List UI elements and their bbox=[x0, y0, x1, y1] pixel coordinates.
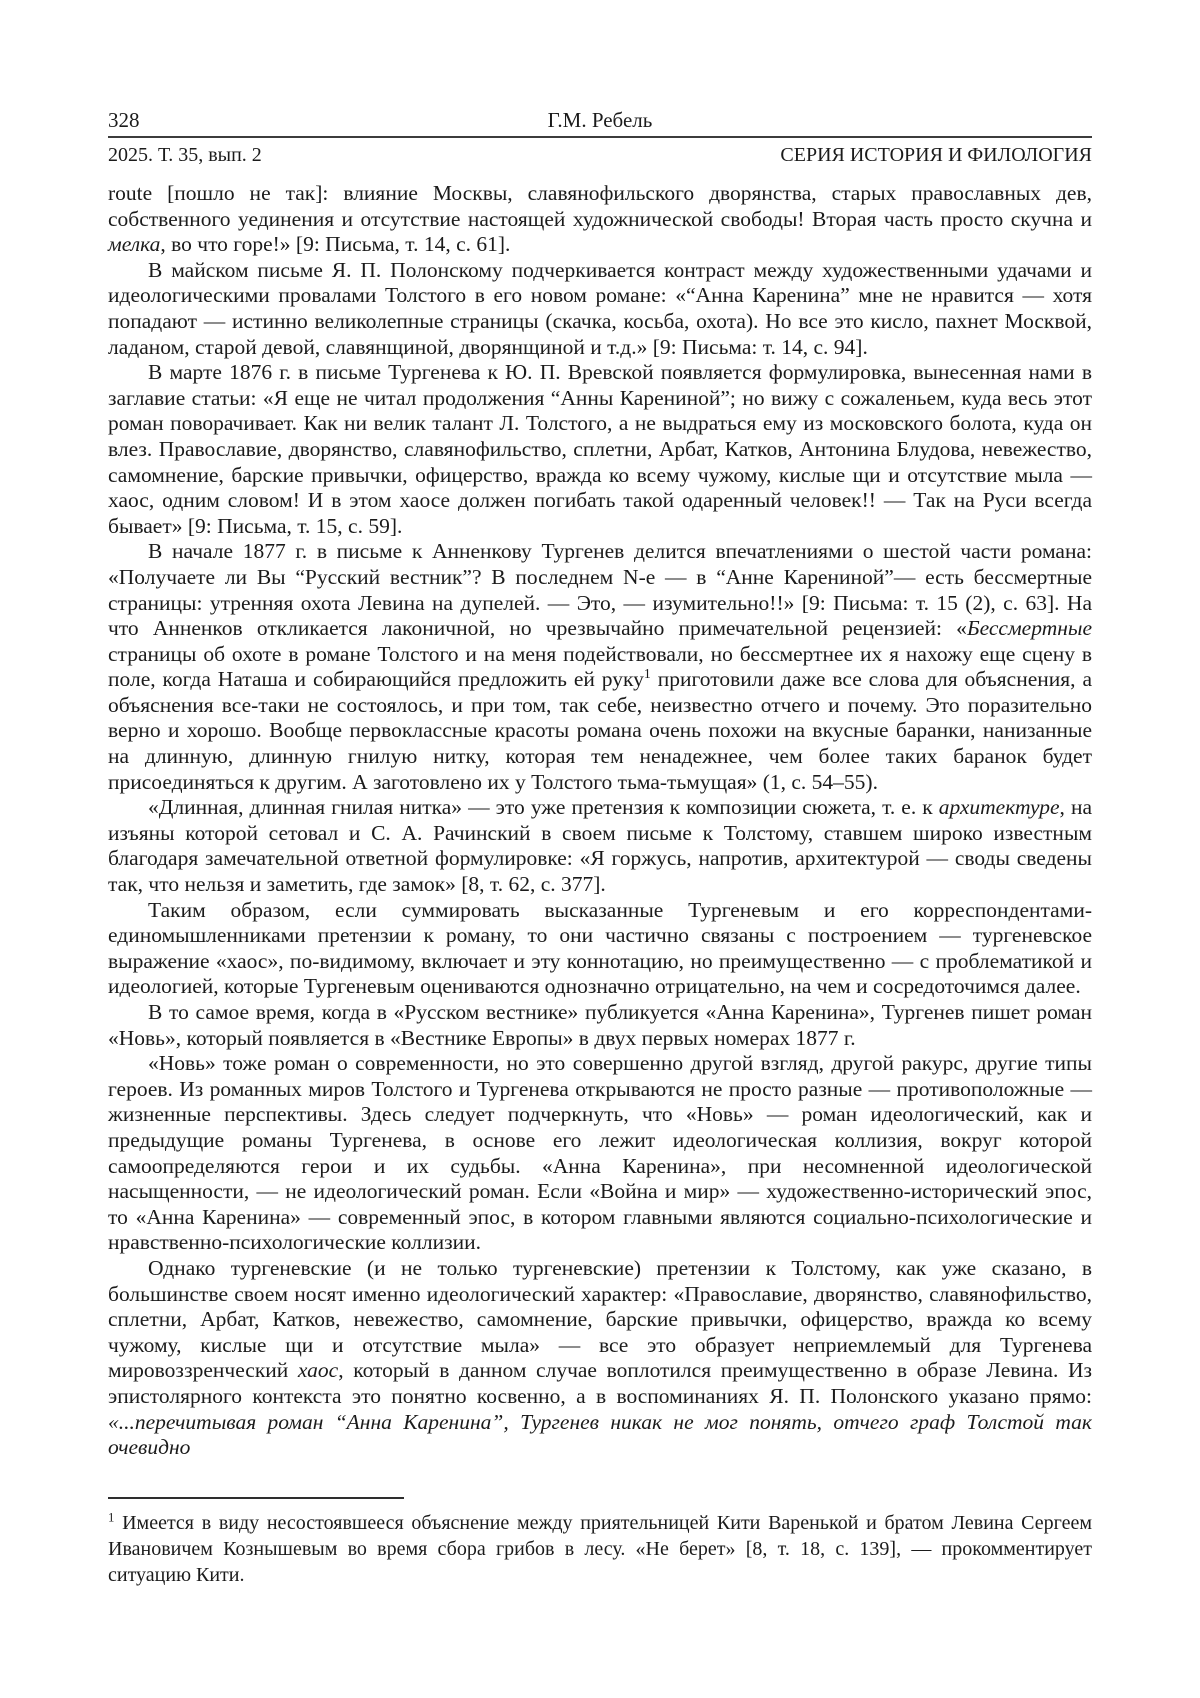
text-segment: Таким образом, если суммировать высказанные Тургеневым и его корреспондентами-единомышленниками претензии к роману, то они частично связаны с построением — тургеневское выражение «хаос», по-видимому, включает и эту коннотацию, но преимущественно — с проблематикой и идеологией, которые Тургеневым оцениваются однозначно отрицательно, на чем и сосредоточимся далее. bbox=[108, 897, 1092, 999]
text-segment: В майском письме Я. П. Полонскому подчеркивается контраст между художественными удачами и идеологическими провалами Толстого в его новом романе: «“Анна Каренина” мне не нравится — хотя попадают — истинно великолепные страницы (скачка, косьба, охота). Но все это кисло, пахнет Москвой, ладаном, старой девой, славянщиной, дворянщиной и т.д.» [9: Письма: т. 14, с. 94]. bbox=[108, 257, 1092, 359]
body-paragraph bbox=[108, 539, 1092, 795]
text-segment: Однако тургеневские (и не только тургеневские) претензии к Толстому, как уже сказано, в большинстве своем носят именно идеологический характер: «Православие, дворянство, славянофильство, сплетни, Арбат, Катков, невежество, самомнение, барские привычки, офицерство, вражда ко всему чужому, кислые щи и отсутствие мыла» — все это образует неприемлемый для Тургенева мировоззренческий bbox=[108, 1255, 1092, 1383]
text-segment: В то самое время, когда в «Русском вестнике» публикуется «Анна Каренина», Тургенев пишет роман «Новь», который появляется в «Вестнике Европы» в двух первых номерах 1877 г. bbox=[108, 1000, 1092, 1050]
text-segment: «Длинная, длинная гнилая нитка» — это уже претензия к композиции сюжета, т. е. к bbox=[148, 795, 939, 820]
body-paragraph bbox=[108, 1051, 1092, 1256]
footnote-text bbox=[108, 1510, 1092, 1588]
text-segment: «...перечитывая роман “Анна Каренина”, Тургенев никак не мог понять, отчего граф Толстой так очевидно bbox=[108, 1409, 1092, 1460]
body-paragraph bbox=[108, 258, 1092, 360]
footnote-divider bbox=[108, 1497, 404, 1499]
series-title: СЕРИЯ ИСТОРИЯ И ФИЛОЛОГИЯ bbox=[780, 144, 1092, 166]
footnote-area bbox=[108, 1497, 1092, 1588]
running-author: Г.М. Ребель bbox=[547, 108, 653, 132]
running-header-row-bottom bbox=[108, 143, 1092, 167]
body-paragraph bbox=[108, 360, 1092, 539]
footnote-marker: 1 bbox=[108, 1510, 115, 1525]
issue-info: 2025. Т. 35, вып. 2 bbox=[108, 144, 262, 166]
text-segment: В марте 1876 г. в письме Тургенева к Ю. П. Вревской появляется формулировка, вынесенная нами в заглавие статьи: «Я еще не читал продолжения “Анны Карениной”; но вижу с сожаленьем, куда весь этот роман поворачивает. Как ни велик талант Л. Толстого, а не выдраться ему из московского болота, куда он влез. Православие, дворянство, славянофильство, сплетни, Арбат, Катков, Антонина Блудова, невежество, самомнение, барские привычки, офицерство, вражда ко всему чужому, кислые щи и отсутствие мыла — хаос, одним словом! И в этом хаосе должен погибать такой одаренный человек!! — Так на Руси всегда бывает» [9: Письма, т. 15, с. 59]. bbox=[108, 360, 1092, 538]
header-rule bbox=[108, 136, 1092, 138]
body-paragraph bbox=[108, 795, 1092, 897]
running-header bbox=[108, 108, 1092, 167]
text-segment: , во что горе!» [9: Письма, т. 14, с. 61]. bbox=[160, 232, 511, 257]
body-paragraph bbox=[108, 1256, 1092, 1461]
text-segment: В начале 1877 г. в письме к Анненкову Тургенев делится впечатлениями о шестой части романа: «Получаете ли Вы “Русский вестник”? В последнем N-е — в “Анне Карениной”— есть бессмертные страницы: утренняя охота Левина на дупелей. — Это, — изумительно!!» [9: Письма: т. 15 (2), с. 63]. На что Анненков откликается лаконичной, но чрезвычайно примечательной рецензией: « bbox=[108, 539, 1092, 641]
text-segment: «Новь» тоже роман о современности, но это совершенно другой взгляд, другой ракурс, другие типы героев. Из романных миров Толстого и Тургенева открываются не просто разные — противоположные — жизненные перспективы. Здесь следует подчеркнуть, что «Новь» — роман идеологический, как и предыдущие романы Тургенева, в основе его лежит идеологическая коллизия, вокруг которой самоопределяются герои и их судьбы. «Анна Каренина», при несомненной идеологической насыщенности, — не идеологический роман. Если «Война и мир» — художественно-исторический эпос, то «Анна Каренина» — современный эпос, в котором главными являются социально-психологические и нравственно-психологические коллизии. bbox=[108, 1051, 1092, 1255]
text-segment: route [пошло не так]: влияние Москвы, славянофильского дворянства, старых православных дев, собственного уединения и отсутствие настоящей художнической свободы! Вторая часть просто скучна и bbox=[108, 181, 1092, 231]
article-body bbox=[108, 181, 1092, 1461]
text-segment: приготовили даже все слова для объяснения, а объяснения все-таки не состоялось, и при том, так себе, неизвестно отчего и почему. Это поразительно верно и хорошо. Вообще первоклассные красоты романа очень похожи на вкусные баранки, нанизанные на длинную, длинную гнилую нитку, которая тем ненадежнее, чем более таких баранок будет присоединяться к другим. А заготовлено их у Толстого тьма-тьмущая» (1, с. 54–55). bbox=[108, 667, 1092, 794]
text-segment: хаос bbox=[297, 1358, 339, 1383]
text-segment: архитектуре bbox=[938, 795, 1060, 820]
text-segment: страницы об охоте в романе Толстого и на меня подействовали, но бессмертнее их я нахожу еще сцену в поле, когда Наташа и собирающийся предложить ей руку bbox=[108, 641, 1092, 692]
page-number: 328 bbox=[108, 108, 140, 132]
body-paragraph bbox=[108, 181, 1092, 258]
footnote-reference-marker: 1 bbox=[643, 666, 651, 682]
text-segment: Бессмертные bbox=[966, 616, 1092, 641]
running-header-row-top bbox=[108, 108, 1092, 132]
body-paragraph bbox=[108, 898, 1092, 1000]
body-paragraph bbox=[108, 1000, 1092, 1051]
text-segment: мелка bbox=[108, 232, 161, 257]
text-segment: Имеется в виду несостоявшееся объяснение между приятельницей Кити Варенькой и братом Левина Сергеем Ивановичем Кознышевым во время сбора грибов в лесу. «Не берет» [8, т. 18, с. 139], — прокомментирует ситуацию Кити. bbox=[108, 1512, 1092, 1586]
text-segment: , который в данном случае воплотился преимущественно в образе Левина. Из эпистолярного контекста это понятно косвенно, а в воспоминаниях Я. П. Полонского указано прямо: bbox=[108, 1358, 1092, 1408]
text-segment: , на изъяны которой сетовал и С. А. Рачинский в своем письме к Толстому, ставшем широко известным благодаря замечательной ответной формулировке: «Я горжусь, напротив, архитектурой — своды сведены так, что нельзя и заметить, где замок» [8, т. 62, с. 377]. bbox=[108, 795, 1092, 897]
